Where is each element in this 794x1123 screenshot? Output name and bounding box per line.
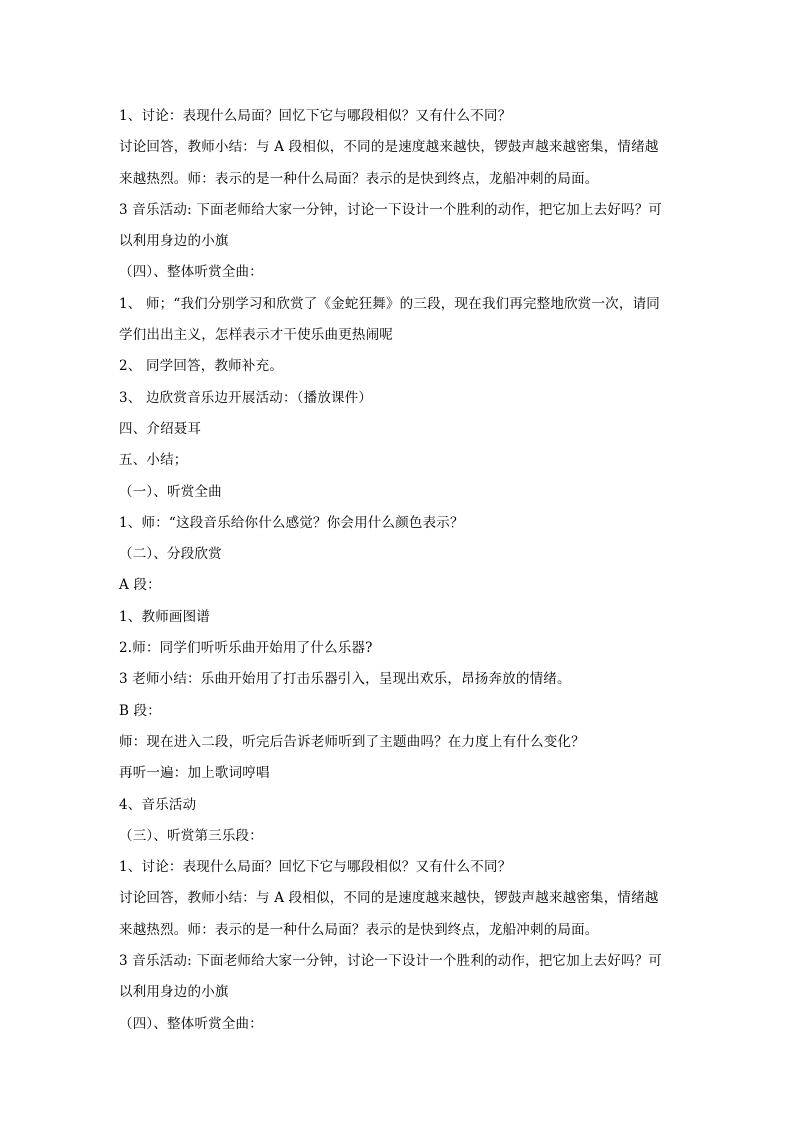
text-line: 2、 同学回答，教师补充。 <box>119 358 283 375</box>
text-line: 1、师：“这段音乐给你什么感觉？你会用什么颜色表示？ <box>119 514 464 531</box>
text-line: 4、音乐活动 <box>119 796 197 813</box>
text-line: 3 音乐活动: 下面老师给大家一分钟，讨论一下设计一个胜利的动作，把它加上去好吗？可 <box>119 201 663 218</box>
text-line: 讨论回答，教师小结：与 A 段相似，不同的是速度越来越快，锣鼓声越来越密集，情绪越 <box>119 139 659 156</box>
text-line: 2.师：同学们听听乐曲开始用了什么乐器? <box>119 640 373 657</box>
text-line: 讨论回答，教师小结：与 A 段相似，不同的是速度越来越快，锣鼓声越来越密集，情绪越 <box>119 890 659 907</box>
section-heading: A 段： <box>119 577 161 594</box>
text-line: 1、讨论：表现什么局面？回忆下它与哪段相似？又有什么不同？ <box>119 108 512 124</box>
document-body <box>119 101 679 1040</box>
text-line: 3 老师小结：乐曲开始用了打击乐器引入，呈现出欢乐，昂扬奔放的情绪。 <box>119 671 571 688</box>
text-line: 来越热烈。师：表示的是一种什么局面？表示的是快到终点，龙船冲刺的局面。 <box>119 170 599 187</box>
section-heading: 五、小结； <box>119 452 188 469</box>
text-line: 师：现在进入二段，听完后告诉老师听到了主题曲吗？在力度上有什么变化？ <box>119 733 585 750</box>
text-line: 3、 边欣赏音乐边开展活动：（播放课件） <box>119 389 373 406</box>
text-line: 学们出出主义，怎样表示才干使乐曲更热闹呢 <box>119 327 393 344</box>
section-heading: B 段： <box>119 702 162 719</box>
text-line: 以利用身边的小旗 <box>119 984 229 1001</box>
section-heading: （一）、听赏全曲 <box>119 483 222 500</box>
section-heading: （二）、分段欣赏 <box>119 546 222 563</box>
text-line: 1、教师画图谱 <box>119 608 210 625</box>
text-line: 来越热烈。师：表示的是一种什么局面？表示的是快到终点，龙船冲刺的局面。 <box>119 921 599 938</box>
text-line: 1、 师；“我们分别学习和欣赏了《金蛇狂舞》的三段，现在我们再完整地欣赏一次，请同 <box>119 295 660 312</box>
section-heading: （四）、整体听赏全曲： <box>119 1015 263 1032</box>
section-heading: （三）、听赏第三乐段： <box>119 827 263 844</box>
section-heading: （四）、整体听赏全曲： <box>119 264 263 281</box>
text-line: 1、讨论：表现什么局面？回忆下它与哪段相似？又有什么不同？ <box>119 859 512 876</box>
text-line: 再听一遍：加上歌词哼唱 <box>119 765 270 782</box>
text-line: 以利用身边的小旗 <box>119 233 229 250</box>
text-line: 3 音乐活动: 下面老师给大家一分钟，讨论一下设计一个胜利的动作，把它加上去好吗？可 <box>119 953 663 970</box>
section-heading: 四、介绍聂耳 <box>119 420 202 437</box>
